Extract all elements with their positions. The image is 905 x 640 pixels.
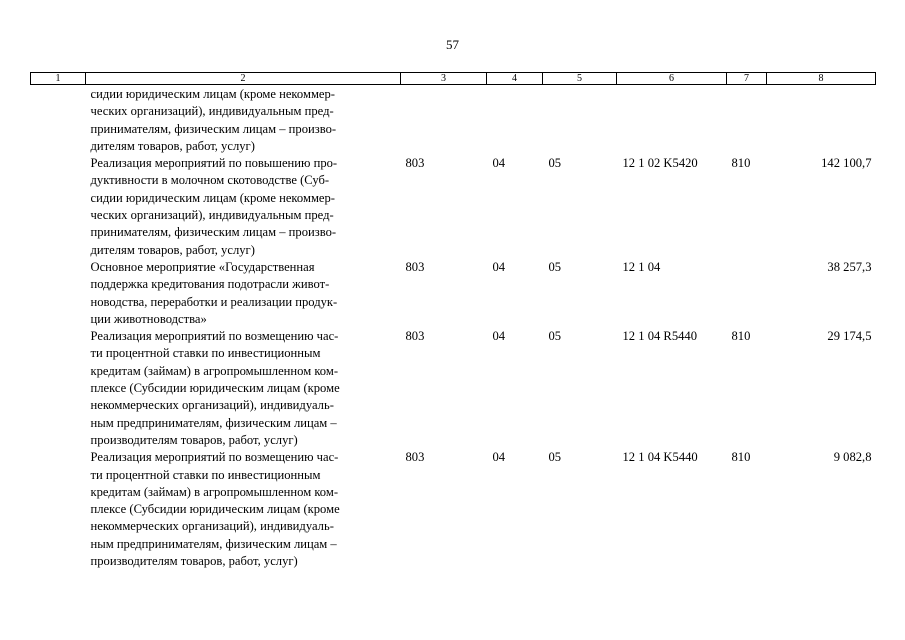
description-line: Реализация мероприятий по повышению про-	[90, 156, 338, 171]
sum-value: 9 082,8	[833, 450, 872, 465]
subsection-code: 05	[548, 329, 562, 344]
item-description	[86, 85, 401, 156]
description-line: Реализация мероприятий по возмещению час-	[90, 329, 339, 344]
ministry-code	[401, 85, 487, 156]
subsection-code: 05	[548, 156, 562, 171]
column-number-header	[31, 73, 876, 85]
description-line: сидии юридическим лицам (кроме некоммер-	[90, 87, 335, 101]
column-number: 6	[617, 73, 727, 85]
target-article-code: 12 1 04 K5440	[622, 450, 698, 465]
description-line: плексе (Субсидии юридическим лицам (кроме	[90, 502, 340, 517]
budget-table	[30, 72, 876, 570]
item-description	[86, 155, 401, 259]
sum-value: 29 174,5	[827, 329, 872, 344]
description-line: ции животноводства»	[90, 311, 207, 326]
section-code	[487, 85, 543, 156]
table-row	[31, 155, 876, 259]
item-description	[86, 449, 401, 570]
description-line: ческих организаций), индивидуальным пред-	[90, 104, 334, 119]
target-article-code: 12 1 04	[622, 259, 661, 274]
description-line: некоммерческих организаций), индивидуаль-	[90, 398, 334, 413]
description-line: некоммерческих организаций), индивидуаль-	[90, 519, 334, 534]
description-line: ным предпринимателям, физическим лицам –	[90, 536, 337, 551]
description-line: принимателям, физическим лицам – произво-	[90, 121, 337, 136]
item-description	[86, 259, 401, 328]
ministry-code: 803	[405, 156, 425, 171]
description-line: Основное мероприятие «Государственная	[90, 259, 315, 274]
description-line: плексе (Субсидии юридическим лицам (кроме	[90, 381, 340, 396]
subsection-code: 05	[548, 450, 562, 465]
column-number: 4	[487, 73, 543, 85]
description-line: дителям товаров, работ, услуг)	[90, 242, 255, 257]
table-row	[31, 328, 876, 449]
subsection-code: 05	[548, 259, 562, 274]
column-number: 7	[727, 73, 767, 85]
description-line: поддержка кредитования подотрасли живот-	[90, 277, 330, 292]
table-row	[31, 259, 876, 328]
sum-value: 142 100,7	[821, 156, 872, 171]
row-number-cell	[31, 85, 86, 156]
expense-type-code	[727, 259, 767, 328]
description-line: дителям товаров, работ, услуг)	[90, 138, 255, 153]
row-number-cell	[31, 155, 86, 259]
ministry-code: 803	[405, 450, 425, 465]
item-description	[86, 328, 401, 449]
column-number: 5	[543, 73, 617, 85]
target-article-code	[617, 85, 727, 156]
section-code: 04	[492, 329, 506, 344]
section-code: 04	[492, 450, 506, 465]
expense-type-code	[727, 85, 767, 156]
description-line: сидии юридическим лицам (кроме некоммер-	[90, 190, 335, 205]
expense-type-code: 810	[731, 329, 751, 344]
ministry-code: 803	[405, 329, 425, 344]
description-line: ным предпринимателям, физическим лицам –	[90, 415, 337, 430]
description-line: ти процентной ставки по инвестиционным	[90, 467, 321, 482]
column-number: 2	[86, 73, 401, 85]
description-line: ти процентной ставки по инвестиционным	[90, 346, 321, 361]
description-line: кредитам (займам) в агропромышленном ком-	[90, 363, 339, 378]
description-line: новодства, переработки и реализации продук-	[90, 294, 338, 309]
description-line: кредитам (займам) в агропромышленном ком-	[90, 484, 339, 499]
description-line: Реализация мероприятий по возмещению час-	[90, 450, 339, 465]
row-number-cell	[31, 328, 86, 449]
sum-value: 38 257,3	[827, 259, 872, 274]
description-line: производителям товаров, работ, услуг)	[90, 432, 298, 447]
section-code: 04	[492, 156, 506, 171]
row-number-cell	[31, 259, 86, 328]
description-line: ческих организаций), индивидуальным пред-	[90, 208, 334, 223]
table-row	[31, 85, 876, 156]
column-number: 3	[401, 73, 487, 85]
subsection-code	[543, 85, 617, 156]
column-number: 8	[767, 73, 876, 85]
expense-type-code: 810	[731, 156, 751, 171]
row-number-cell	[31, 449, 86, 570]
table-row	[31, 449, 876, 570]
target-article-code: 12 1 02 K5420	[622, 156, 698, 171]
description-line: дуктивности в молочном скотоводстве (Суб-	[90, 173, 330, 188]
description-line: принимателям, физическим лицам – произво-	[90, 225, 337, 240]
expense-type-code: 810	[731, 450, 751, 465]
description-line: производителям товаров, работ, услуг)	[90, 554, 298, 569]
section-code: 04	[492, 259, 506, 274]
column-number: 1	[31, 73, 86, 85]
ministry-code: 803	[405, 259, 425, 274]
page-number: 57	[446, 37, 459, 52]
sum-value	[767, 85, 876, 156]
target-article-code: 12 1 04 R5440	[622, 329, 698, 344]
